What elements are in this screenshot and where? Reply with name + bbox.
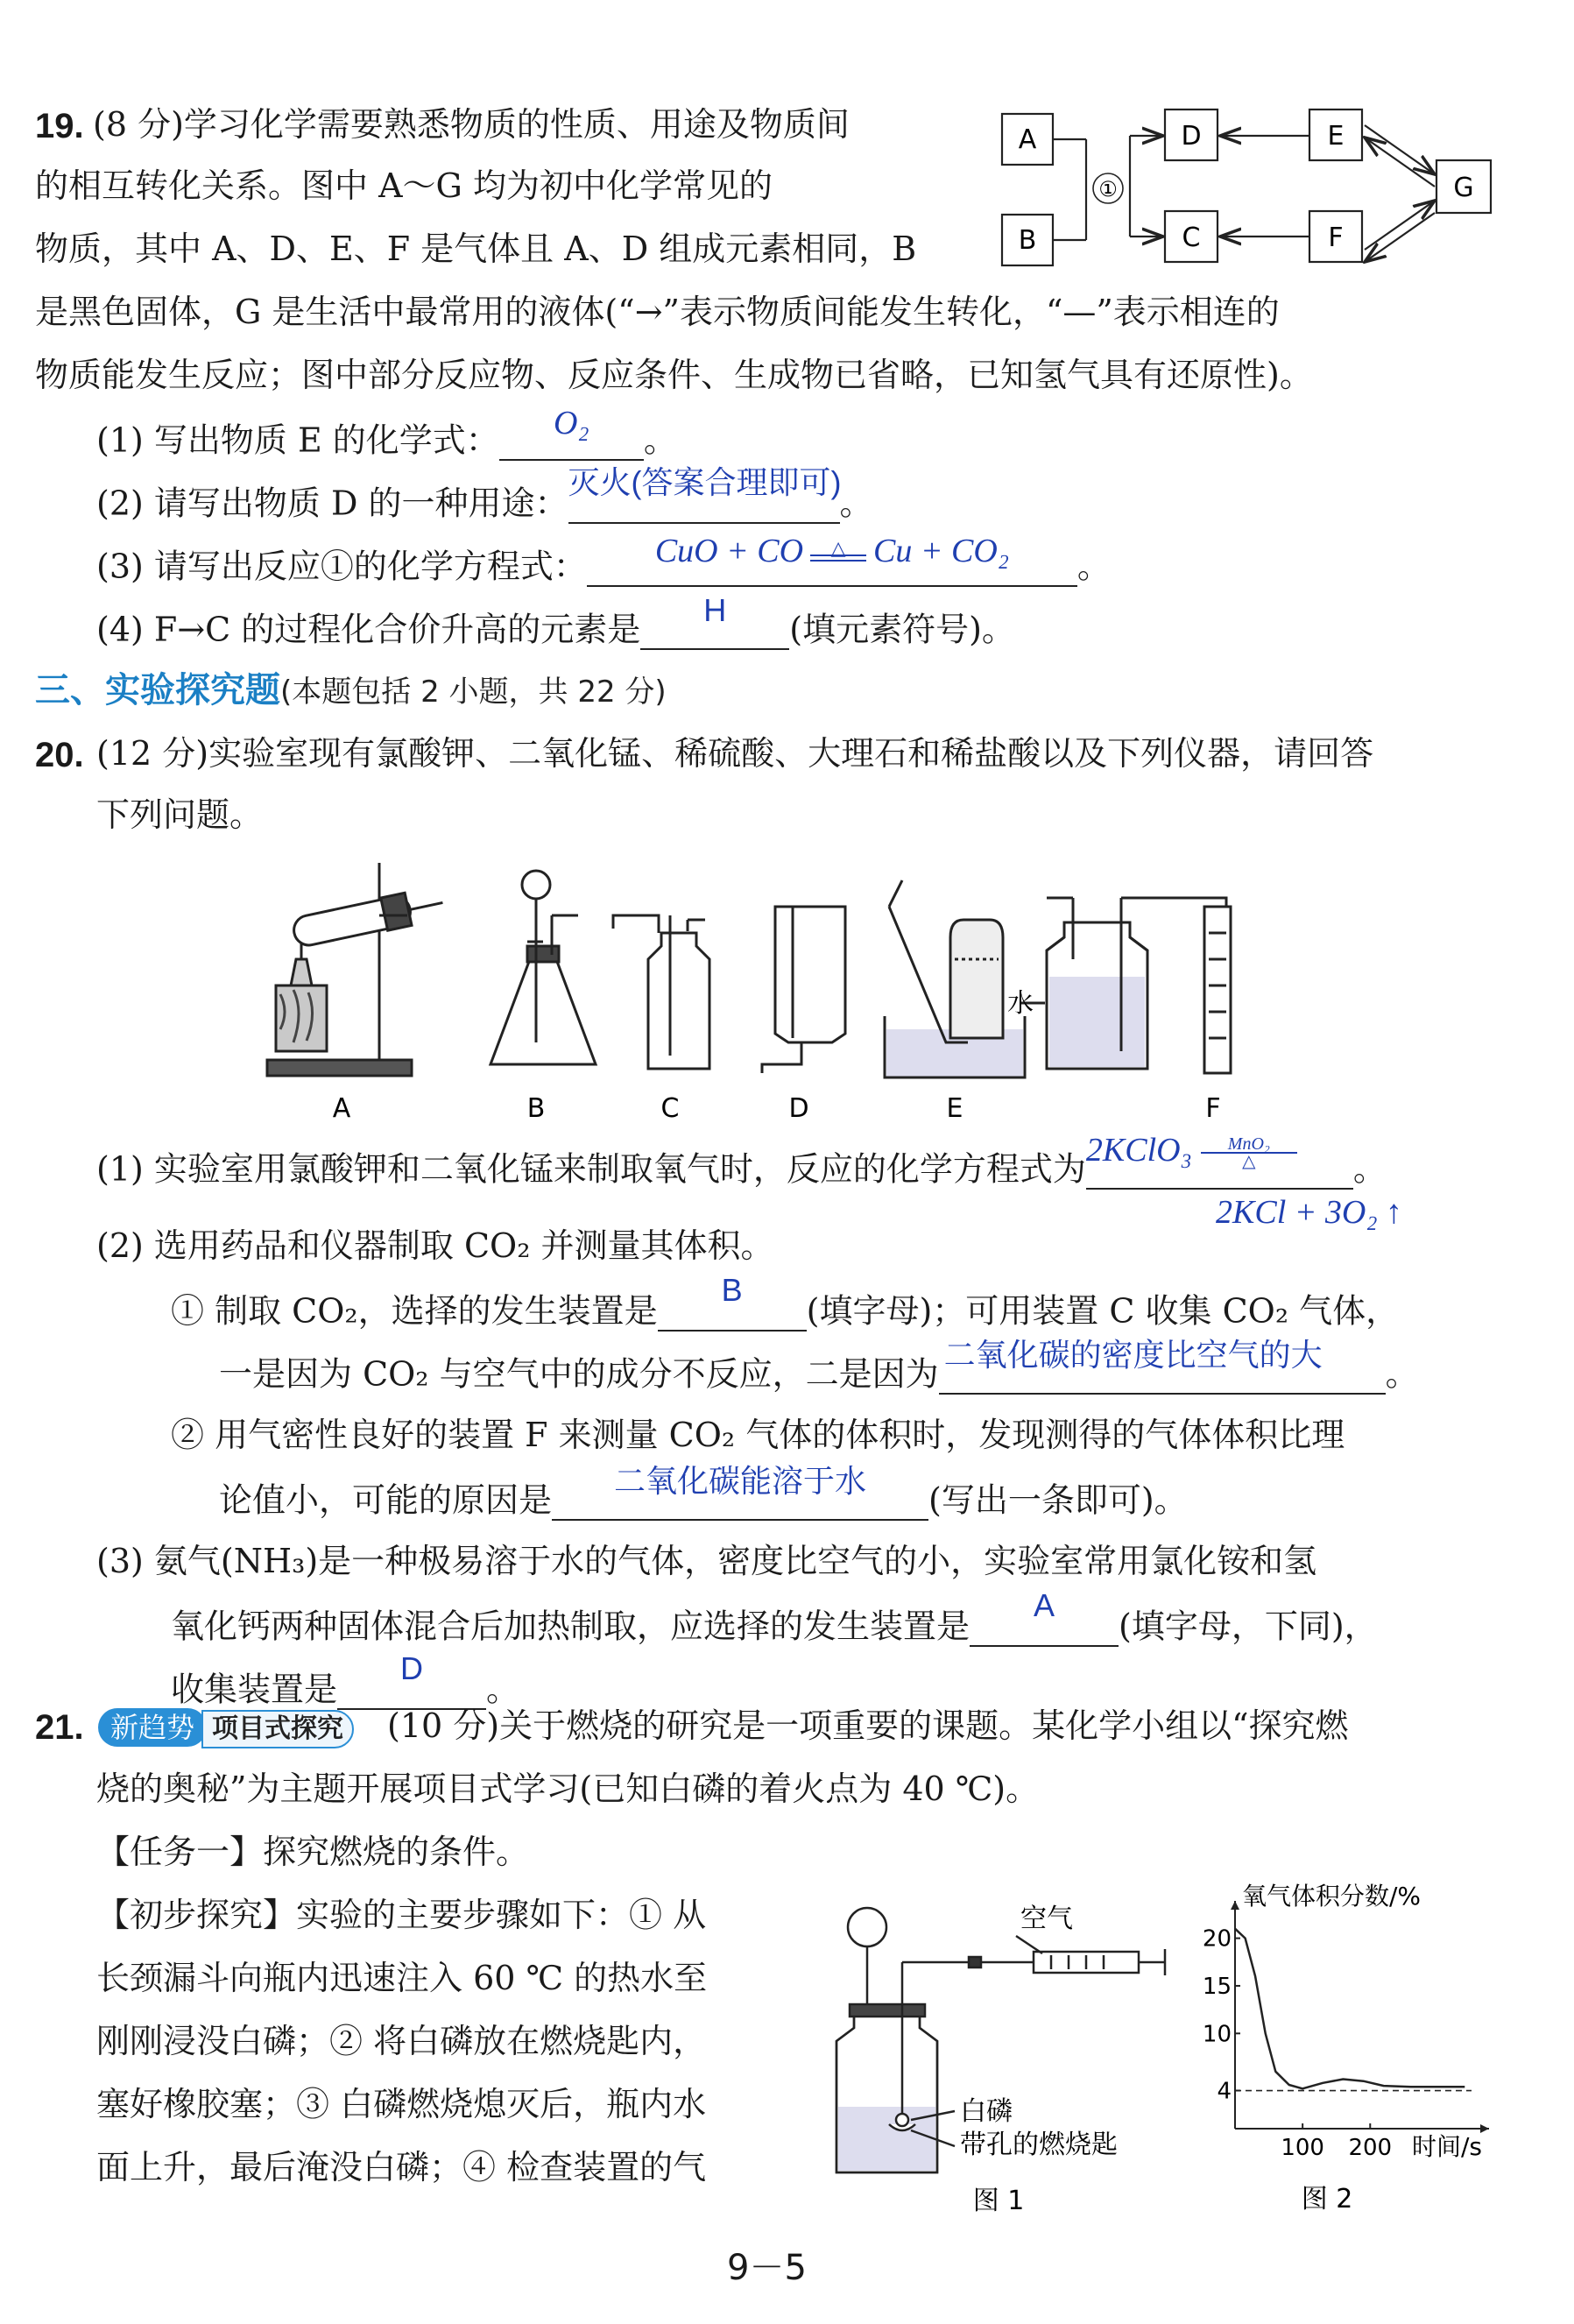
q19-relation-diagram [999, 101, 1498, 276]
q20-sub3-line1: (3) 氨气(NH₃)是一种极易溶于水的气体，密度比空气的小，实验室常用氯化铵和氢 [96, 1542, 1317, 1580]
q19-line-3: 物质，其中 A、D、E、F 是气体且 A、D 组成元素相同，B [35, 230, 917, 268]
q20-sub3-prompt: 氧化钙两种固体混合后加热制取，应选择的发生装置是 [171, 1607, 971, 1646]
q20-sub2b-prompt: 论值小，可能的原因是 [219, 1480, 553, 1520]
q19-line-2: 的相互转化关系。图中 A～G 均为初中化学常见的 [35, 166, 773, 205]
node-E: E [1327, 121, 1345, 152]
badge-new-trend: 新趋势 [98, 1708, 207, 1747]
node-F: F [1328, 223, 1344, 253]
apparatus-label-F: F [1205, 1093, 1221, 1124]
q19-sub2-prompt: (2) 请写出物质 D 的一种用途： [96, 484, 568, 523]
q20-sub3-answer: A [1034, 1587, 1055, 1623]
badge-project-inquiry: 项目式探究 [201, 1710, 354, 1748]
q21-step-line-2: 长颈漏斗向瓶内迅速注入 60 ℃ 的热水至 [96, 1959, 708, 1997]
chart-y-tick-label: 10 [1202, 2021, 1232, 2048]
q19-sub3-condition [810, 537, 866, 562]
chart-y-tick-label: 15 [1202, 1973, 1232, 2000]
q20-sub1 [96, 1132, 1387, 1190]
section-3-note: (本题包括 2 小题，共 22 分) [280, 675, 667, 710]
q21-number: 21. [35, 1708, 84, 1747]
apparatus-B [491, 871, 596, 1064]
q20-sub3-collect-prompt: 收集装置是 [171, 1670, 338, 1709]
q19-sub3-answer-products: Cu + CO₂ [873, 533, 1010, 569]
q19-sub4-suffix: (填元素符号)。 [789, 610, 1015, 649]
q20-sub3-line3 [171, 1650, 520, 1710]
q20-apparatus-figure [254, 854, 1349, 1134]
page-number: 9－5 [727, 2248, 807, 2288]
apparatus-label-D: D [788, 1093, 809, 1124]
q20-number: 20. [35, 736, 84, 774]
q21-step-line-4: 塞好橡胶塞；③ 白磷燃烧熄灭后，瓶内水 [96, 2085, 707, 2123]
q19-line-4: 是黑色固体，G 是生活中最常用的液体(“→”表示物质间能发生转化，“—”表示相连的 [35, 293, 1280, 331]
q20-sub2b-answer-blank [552, 1463, 928, 1521]
chart-x-axis-label: 时间/s [1412, 2132, 1483, 2161]
q20-sub1-condition [1201, 1136, 1297, 1169]
q20-sub3-answer-blank [970, 1587, 1119, 1647]
q20-sub2a-answer-blank [658, 1272, 807, 1332]
node-B: B [1018, 225, 1037, 256]
q19-sub1-answer-blank [499, 405, 644, 461]
q20-sub2a-reason-blank [939, 1337, 1386, 1395]
node-C: C [1182, 223, 1201, 253]
q20-sub1-answer-blank [1085, 1132, 1353, 1190]
q21-line-2: 烧的奥秘”为主题开展项目式学习(已知白磷的着火点为 40 ℃)。 [96, 1769, 1040, 1808]
q19-sub2-suffix: 。 [839, 484, 873, 523]
q20-sub1-heat: △ [1242, 1151, 1256, 1171]
q20-sub2a-reason-suffix: 。 [1385, 1354, 1419, 1394]
apparatus-A [267, 863, 446, 1076]
q19-sub3-answer-reactants: CuO + CO [654, 533, 804, 569]
fig2-caption: 图 2 [1301, 2184, 1353, 2215]
q21-step-line-5: 面上升，最后淹没白磷；④ 检查装置的气 [96, 2148, 707, 2186]
apparatus-C [613, 915, 709, 1069]
apparatus-label-A: A [332, 1093, 351, 1124]
q19-sub2-answer-blank [568, 464, 842, 524]
section-3-heading [35, 669, 667, 711]
q19-sub1-answer: O₂ [553, 405, 589, 441]
fig1-spoon-label: 带孔的燃烧匙 [960, 2130, 1118, 2160]
section-3-title: 三、实验探究题 [35, 670, 280, 710]
q21-line-1: (10 分)关于燃烧的研究是一项重要的课题。某化学小组以“探究燃 [387, 1706, 1349, 1745]
q20-sub3-suffix: (填字母，下同)， [1119, 1607, 1378, 1646]
q21-task1: 【任务一】探究燃烧的条件。 [96, 1833, 530, 1871]
q19-line-1: (8 分)学习化学需要熟悉物质的性质、用途及物质间 [93, 105, 850, 144]
q19-sub4 [96, 592, 1015, 650]
chart-y-axis-label: 氧气体积分数/% [1242, 1882, 1422, 1911]
q20-sub2b-line1: ② 用气密性良好的装置 F 来测量 CO₂ 气体的体积时，发现测得的气体体积比理 [171, 1416, 1345, 1454]
apparatus-label-B: B [526, 1093, 546, 1124]
chart-series-line [1235, 1929, 1465, 2089]
q20-sub2a-line1 [171, 1272, 1400, 1332]
node-A: A [1018, 124, 1037, 155]
q19-sub3-answer-blank [587, 533, 1077, 587]
q20-sub3-line2 [171, 1587, 1378, 1647]
q19-sub4-answer: H [703, 592, 727, 628]
q20-sub2b-answer: 二氧化碳能溶于水 [614, 1463, 867, 1499]
q19-line-5: 物质能发生反应；图中部分反应物、反应条件、生成物已省略，已知氢气具有还原性)。 [35, 356, 1313, 394]
q19-sub1-suffix: 。 [643, 420, 677, 460]
q20-sub3-collect-blank [337, 1650, 486, 1710]
apparatus-F-water-label: 水 [1007, 988, 1034, 1019]
q20-sub1-suffix: 。 [1352, 1149, 1387, 1189]
chart-x-tick-label: 200 [1348, 2135, 1393, 2161]
chart-x-arrow [1480, 2124, 1489, 2133]
chart-y-tick-label: 4 [1217, 2078, 1232, 2105]
q19-number: 19. [35, 107, 84, 145]
q19-sub2-answer: 灭火(答案合理即可) [568, 464, 842, 500]
q20-line-1: (12 分)实验室现有氯酸钾、二氧化锰、稀硫酸、大理石和稀盐酸以及下列仪器，请回答 [96, 734, 1374, 773]
q19-sub3-prompt: (3) 请写出反应①的化学方程式： [96, 547, 587, 586]
node-G: G [1453, 173, 1474, 203]
q20-sub2b-suffix: (写出一条即可)。 [928, 1480, 1188, 1520]
q21-step-line-3: 刚刚浸没白磷；② 将白磷放在燃烧匙内， [96, 2022, 707, 2060]
q20-sub2: (2) 选用药品和仪器制取 CO₂ 并测量其体积。 [96, 1226, 774, 1265]
q21-figure-2-chart [1191, 1875, 1542, 2216]
q20-sub2a-answer: B [721, 1272, 743, 1308]
apparatus-D [762, 907, 845, 1073]
q21-step-line-1: 【初步探究】实验的主要步骤如下：① 从 [96, 1896, 707, 1934]
q19-sub3 [96, 533, 1111, 587]
apparatus-F [1020, 898, 1231, 1073]
q19-sub3-heat-symbol: △ [830, 537, 846, 559]
q19-sub4-prompt: (4) F→C 的过程化合价升高的元素是 [96, 610, 641, 649]
reaction-1-label: ① [1098, 177, 1118, 201]
chart-y-arrow [1231, 1901, 1239, 1910]
fig1-phosphorus-label: 白磷 [960, 2096, 1013, 2127]
apparatus-label-E: E [946, 1093, 963, 1124]
q20-sub2a-line2 [219, 1337, 1419, 1395]
node-D: D [1181, 121, 1202, 152]
q20-sub3-collect-suffix: 。 [486, 1670, 520, 1709]
fig1-air-label: 空气 [1020, 1904, 1073, 1934]
fig1-caption: 图 1 [972, 2186, 1025, 2216]
q20-sub1-answer-reactant: 2KClO₃ [1085, 1132, 1192, 1169]
q21-figure-1 [815, 1875, 1182, 2216]
q20-line-2: 下列问题。 [96, 795, 264, 834]
chart-y-tick-label: 20 [1202, 1925, 1232, 1953]
q19-sub3-suffix: 。 [1076, 547, 1111, 586]
q20-sub1-answer-line2: 2KCl + 3O₂ ↑ [1216, 1194, 1403, 1231]
chart-x-tick-label: 100 [1281, 2135, 1324, 2161]
q20-sub2a-prompt: ① 制取 CO₂，选择的发生装置是 [171, 1291, 658, 1331]
q20-sub3-collect-answer: D [400, 1650, 424, 1686]
q19-sub2 [96, 464, 873, 524]
q20-sub2a-suffix: (填字母)；可用装置 C 收集 CO₂ 气体， [806, 1291, 1400, 1331]
q20-sub2a-reason-answer: 二氧化碳的密度比空气的大 [943, 1337, 1323, 1373]
apparatus-label-C: C [660, 1093, 680, 1124]
q19-sub1-prompt: (1) 写出物质 E 的化学式： [96, 420, 499, 460]
q20-sub2a-reason-prompt: 一是因为 CO₂ 与空气中的成分不反应，二是因为 [219, 1354, 939, 1394]
q20-sub1-catalyst: MnO₂ [1227, 1134, 1270, 1154]
q20-sub1-prompt: (1) 实验室用氯酸钾和二氧化锰来制取氧气时，反应的化学方程式为 [96, 1149, 1086, 1189]
apparatus-E [885, 880, 1025, 1077]
q21-badges [98, 1706, 354, 1748]
q20-sub2b-line2 [219, 1463, 1188, 1521]
q19-sub1 [96, 405, 677, 461]
q19-sub4-answer-blank [640, 592, 789, 650]
